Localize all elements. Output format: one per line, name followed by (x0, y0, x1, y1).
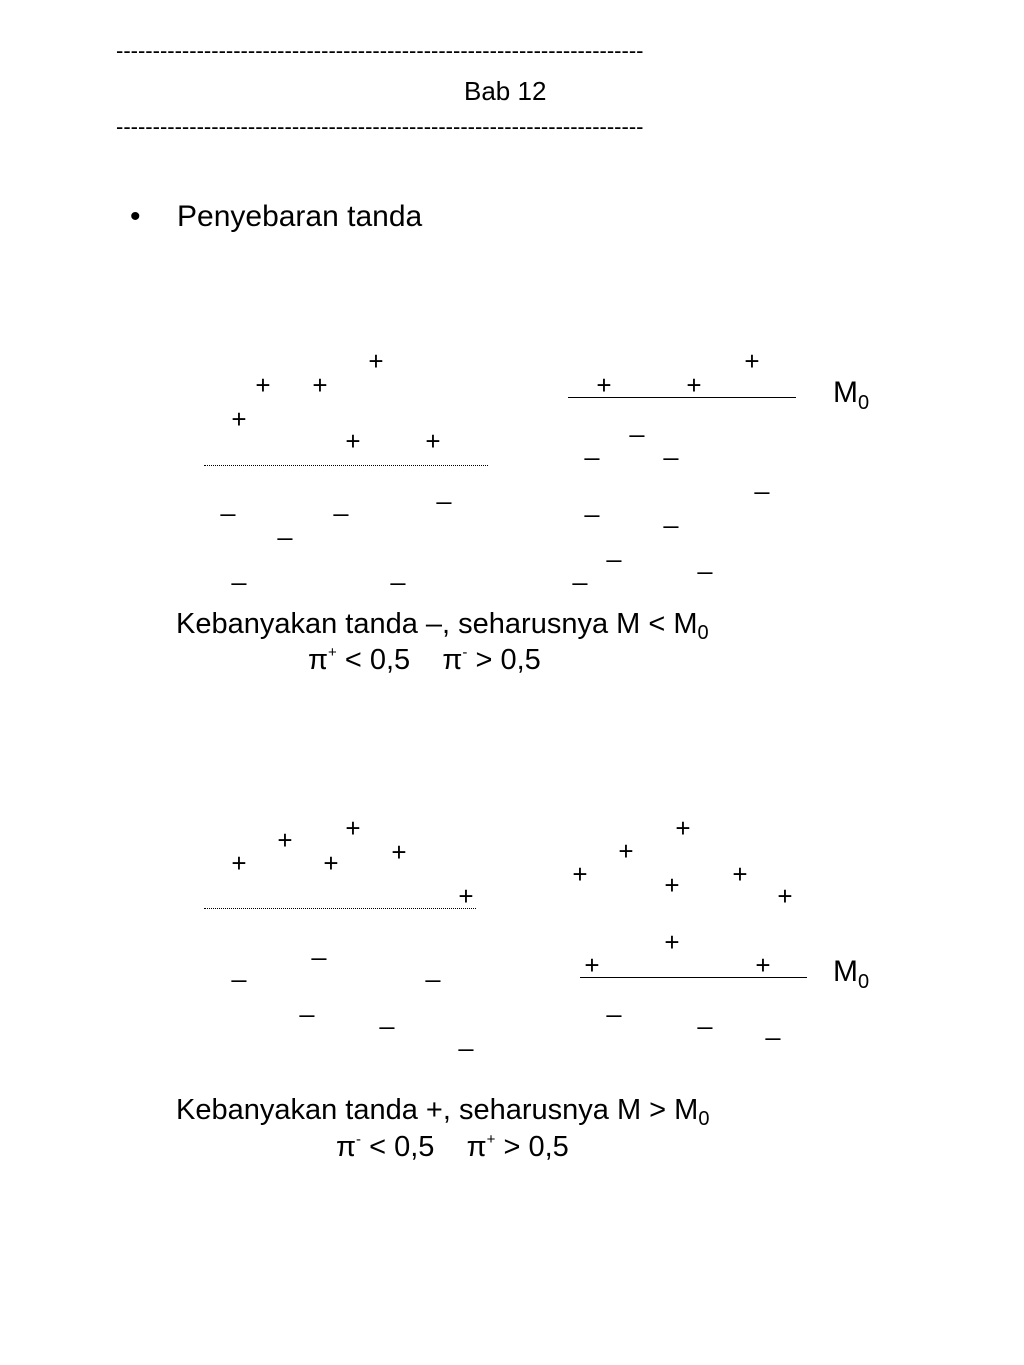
chapter-title: Bab 12 (464, 76, 547, 106)
minus-sign: _ (220, 487, 236, 517)
caption-2-pi: π- < 0,5 π+ > 0,5 (336, 1131, 569, 1163)
plus-sign: + (618, 836, 634, 866)
plus-sign: + (231, 404, 247, 434)
top-divider: ------------------------------------------------------------------------ (116, 38, 644, 63)
minus-sign: _ (754, 465, 770, 495)
minus-sign: _ (379, 1000, 395, 1030)
median-label-2: $M_0$ (833, 955, 870, 993)
plus-sign: + (425, 426, 441, 456)
minus-sign: _ (436, 475, 452, 505)
minus-sign: _ (231, 556, 247, 586)
minus-sign: _ (311, 931, 327, 961)
plus-sign: + (231, 848, 247, 878)
plus-sign: + (255, 370, 271, 400)
plus-sign: + (744, 346, 760, 376)
plus-sign: + (323, 848, 339, 878)
minus-sign: _ (390, 556, 406, 586)
plus-sign: + (572, 859, 588, 889)
plus-sign: + (584, 950, 600, 980)
plus-sign: + (777, 881, 793, 911)
caption-1: Kebanyakan tanda –, seharusnya $M < M_0$ (176, 608, 709, 644)
plus-sign: + (277, 825, 293, 855)
section-heading: Penyebaran tanda (177, 200, 423, 233)
minus-sign: _ (299, 988, 315, 1018)
minus-sign: _ (606, 533, 622, 563)
minus-sign: _ (584, 431, 600, 461)
plus-sign: + (664, 927, 680, 957)
minus-sign: _ (458, 1022, 474, 1052)
minus-sign: _ (572, 556, 588, 586)
plus-sign: + (732, 859, 748, 889)
median-label-1: $M_0$ (833, 376, 870, 414)
minus-sign: _ (425, 953, 441, 983)
plus-sign: + (368, 346, 384, 376)
plus-sign: + (675, 813, 691, 843)
plus-sign: + (312, 370, 328, 400)
plus-sign: + (686, 370, 702, 400)
caption-2: Kebanyakan tanda +, seharusnya $M > M_0$ (176, 1094, 710, 1130)
plus-sign: + (391, 837, 407, 867)
plus-sign: + (345, 426, 361, 456)
minus-sign: _ (231, 953, 247, 983)
bottom-divider: ------------------------------------------------------------------------ (116, 114, 644, 139)
plus-sign: + (345, 813, 361, 843)
minus-sign: _ (277, 511, 293, 541)
minus-sign: _ (697, 1000, 713, 1030)
plus-sign: + (458, 881, 474, 911)
minus-sign: _ (629, 408, 645, 438)
plus-sign: + (596, 370, 612, 400)
minus-sign: _ (765, 1011, 781, 1041)
minus-sign: _ (606, 988, 622, 1018)
minus-sign: _ (697, 545, 713, 575)
median-line-left-2 (204, 908, 476, 909)
minus-sign: _ (663, 499, 679, 529)
plus-sign: + (664, 870, 680, 900)
minus-sign: _ (333, 487, 349, 517)
minus-sign: _ (663, 431, 679, 461)
minus-sign: _ (584, 488, 600, 518)
plus-sign: + (755, 950, 771, 980)
median-line-left-1 (204, 465, 488, 466)
section-bullet: • (130, 200, 141, 233)
median-line-right-2 (580, 977, 807, 978)
caption-1-pi: π+ < 0,5 π- > 0,5 (308, 644, 541, 676)
